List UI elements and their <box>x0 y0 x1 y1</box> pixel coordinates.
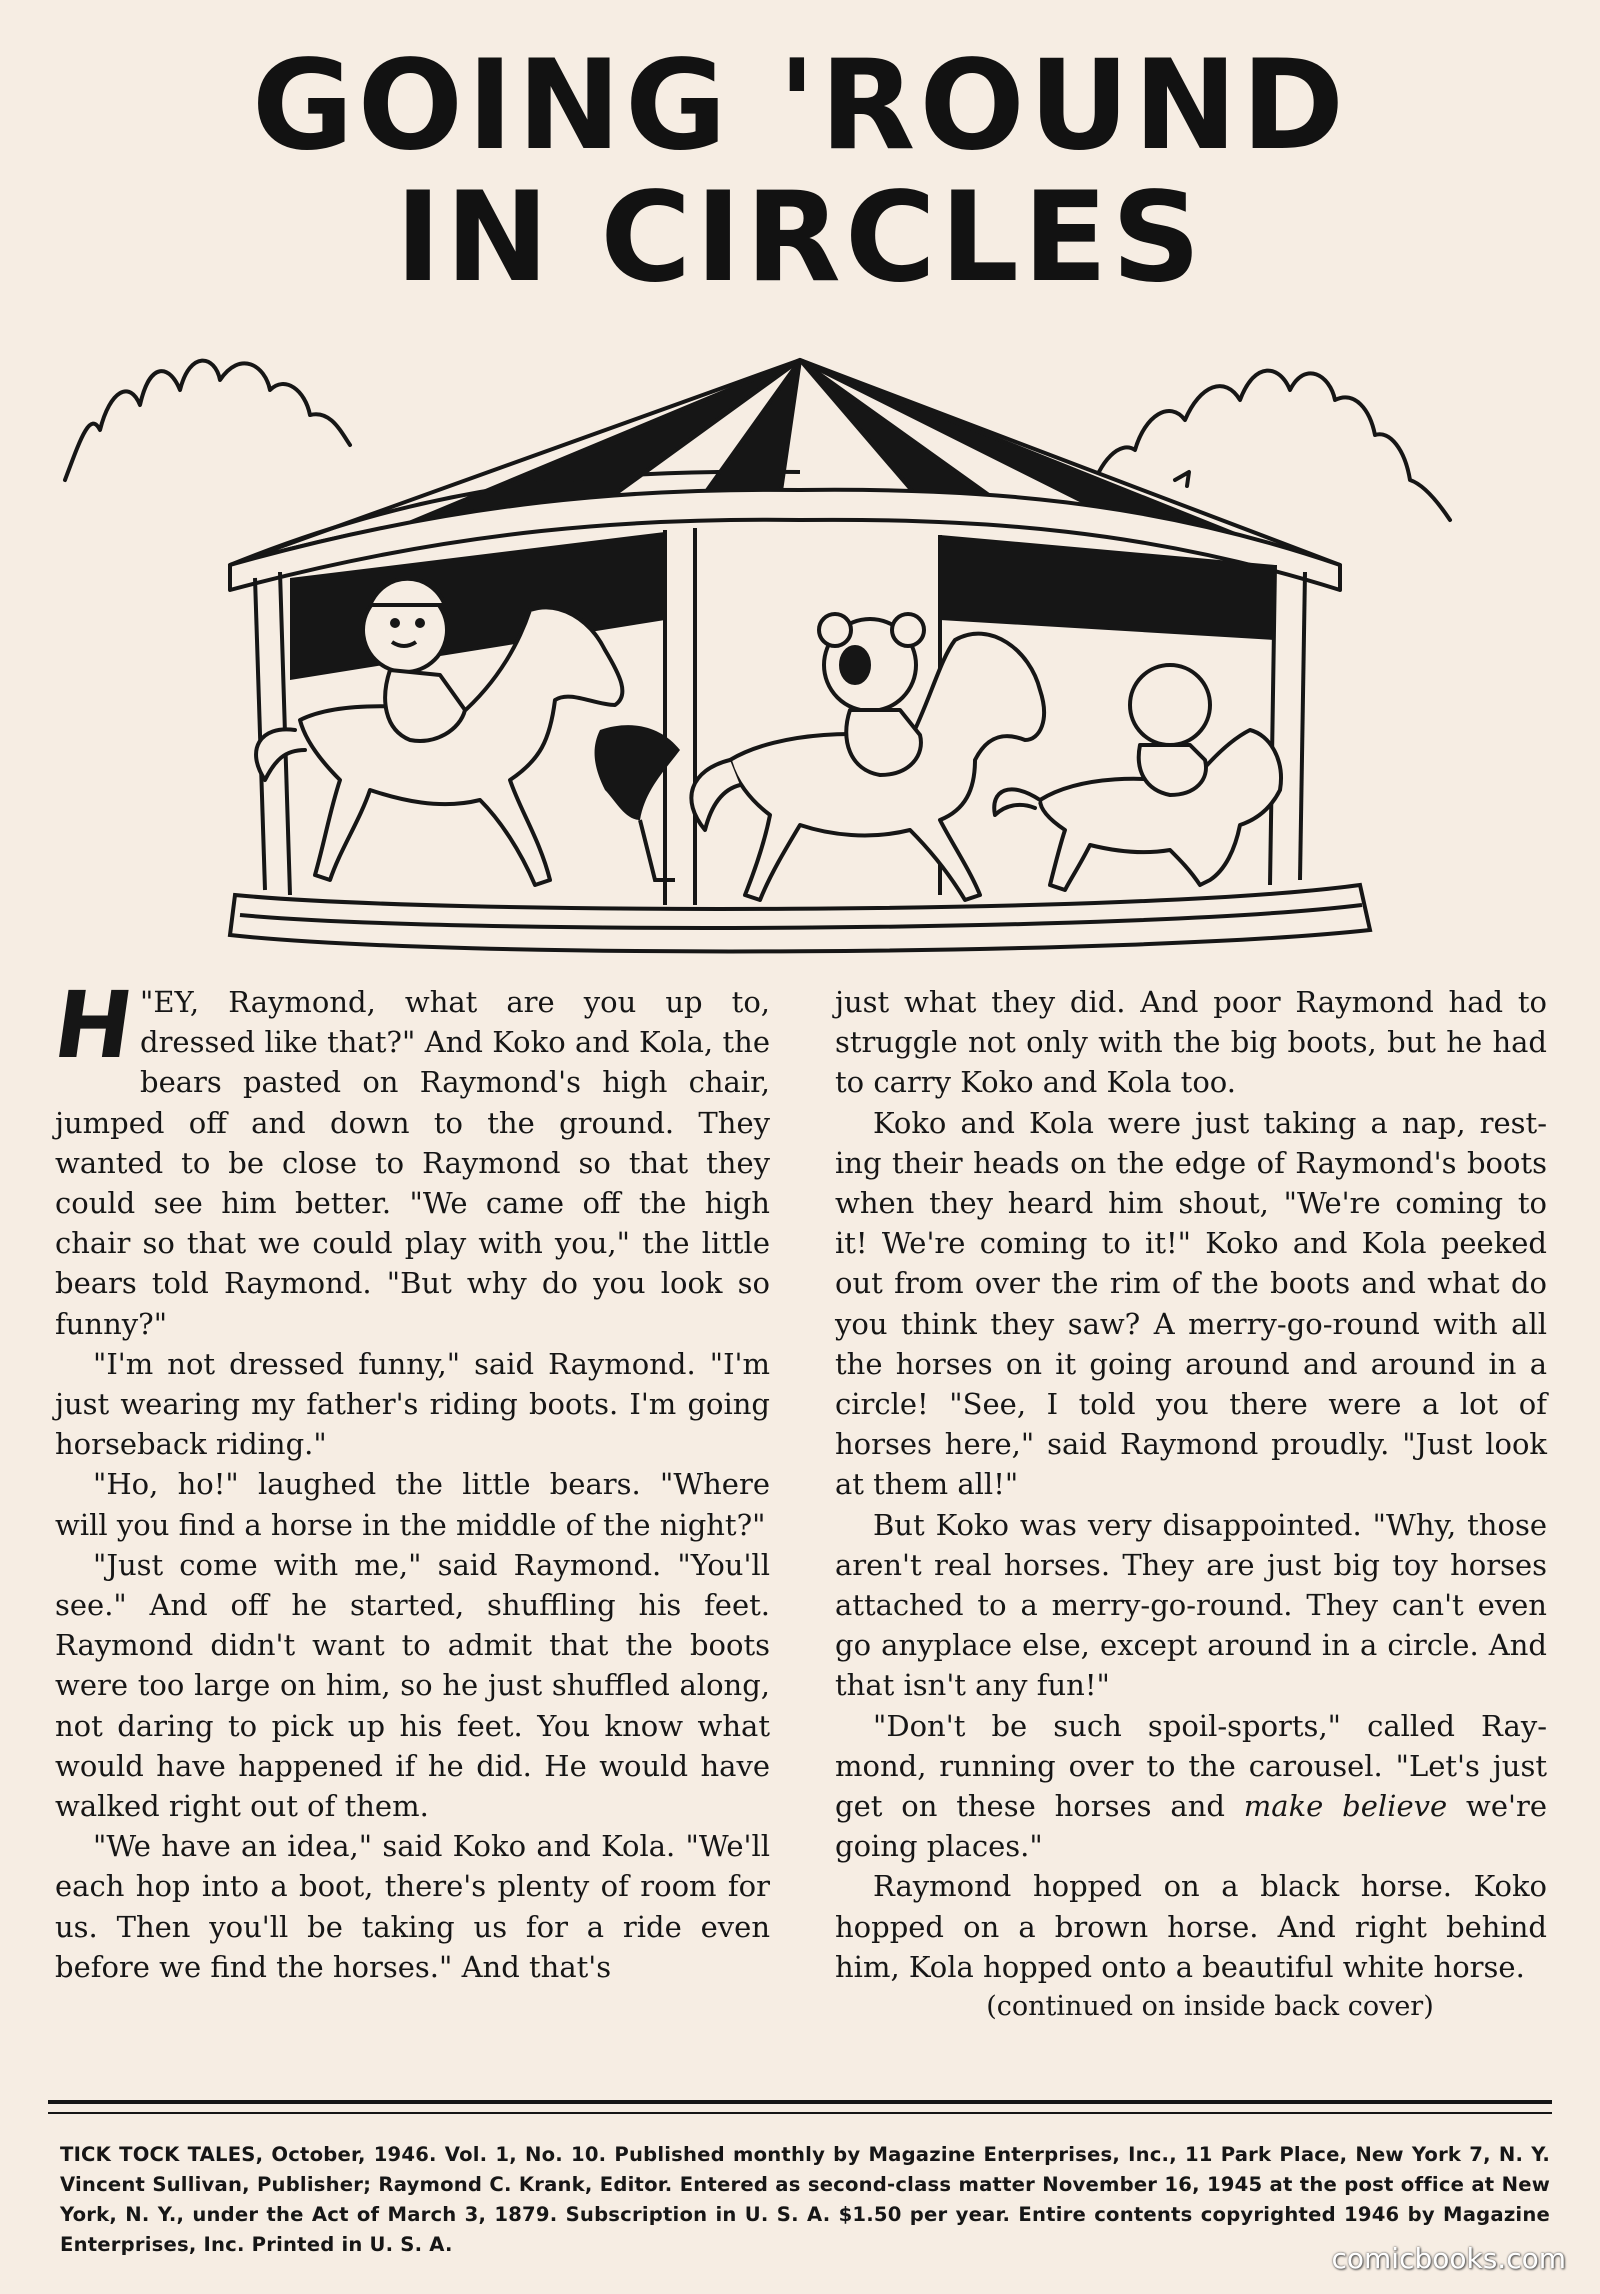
story-paragraph-6: just what they did. And poor Raymond had to struggle not only with the big boots, but he had to carry Koko and Kola too. <box>835 985 1547 1100</box>
continued-note: (continued on inside back cover) <box>986 1991 1434 2023</box>
story-paragraph-1 <box>47 972 770 1344</box>
paragraph-1-text: EY, Raymond, what are you up to, dressed like that?" And Koko and Kola, the bears pasted on Raymond's high chair, jumped off and down to the ground. They wanted to be close to Raymond so that they could see him better. "We came off the high chair so that we could play with you," the little bears told Raymond. "But why do you look so funny?" <box>55 985 770 1341</box>
story-paragraph-8: But Koko was very disappointed. "Why, those aren't real horses. They are just big toy horses attached to a merry-go-round. They can't even go anyplace else, except around in a circle. And that isn't any fun!" <box>835 1507 1547 1703</box>
paragraph-9-emphasis: make believe <box>1243 1789 1448 1824</box>
story-title <box>0 34 1600 310</box>
platform <box>230 885 1370 951</box>
story-column-right <box>835 982 1547 2027</box>
story-paragraph-2: "I'm not dressed funny," said Raymond. "I'm just wearing my father's riding boots. I'm going horseback riding." <box>55 1346 770 1462</box>
rider-right <box>1130 665 1210 795</box>
footer-rule-thin <box>48 2112 1552 2114</box>
black-horse <box>595 725 680 820</box>
canopy <box>230 360 1340 590</box>
story-paragraph-10: Raymond hopped on a black horse. Koko hopped on a brown horse. And right behind him, Kola hopped onto a beautiful white horse. <box>835 1869 1547 1984</box>
left-trees <box>65 361 350 480</box>
story-paragraph-7: Koko and Kola were just taking a nap, rest-ing their heads on the edge of Raymond's boots when they heard him shout, "We're coming to it! We're coming to it!" Koko and Kola peeked out from over the rim of the boots and what do you think they saw? A merry-go-round with all the horses on it going around and around in a circle! "See, I told you there were a lot of horses here," said Raymond proudly. "Just look at them all!" <box>835 1105 1547 1502</box>
publication-imprint: TICK TOCK TALES, October, 1946. Vol. 1, No. 10. Published monthly by Magazine Enterprises, Inc., 11 Park Place, New York 7, N. Y. Vincent Sullivan, Publisher; Raymond C. Krank, Editor. Entered as second-class matter November 16, 1945 at the post office at New York, N. Y., under the Act of March 3, 1879. Subscription in U. S. A. $1.50 per year. Entire contents copyrighted 1946 by Magazine Enterprises, Inc. Printed in U. S. A. <box>60 2143 1550 2256</box>
story-paragraph-4: "Just come with me," said Raymond. "You'll see." And off he started, shuffling his feet. Raymond didn't want to admit that the boots were too large on him, so he just shuffled along, not daring to pick up his feet. You know what would have happened if he did. He would have walked right out of them. <box>55 1547 770 1824</box>
story-paragraph-5: "We have an idea," said Koko and Kola. "We'll each hop into a boot, there's plenty of room for us. Then you'll be taking us for a ride even before we find the horses." And that's <box>55 1829 770 1984</box>
story-column-left <box>47 972 770 1987</box>
story-paragraph-9 <box>835 1706 1547 1867</box>
drop-cap: H <box>47 972 140 1079</box>
title-line-1: GOING 'ROUND <box>251 34 1349 178</box>
paragraph-9-text-a: "Don't be such spoil-sports," called Ray-mond, running over to the carousel. "Let's just get on these horses and <box>835 1708 1547 1824</box>
story-paragraph-3: "Ho, ho!" laughed the little bears. "Where will you find a horse in the middle of the night?" <box>55 1467 770 1542</box>
opening-quote: " <box>140 985 154 1019</box>
carousel-illustration <box>40 320 1560 960</box>
watermark: comicbooks.com <box>1331 2242 1566 2275</box>
footer-rule <box>48 2100 1552 2104</box>
paragraph-9-text-b: we're going places." <box>835 1789 1548 1864</box>
title-line-2: IN CIRCLES <box>395 166 1205 310</box>
